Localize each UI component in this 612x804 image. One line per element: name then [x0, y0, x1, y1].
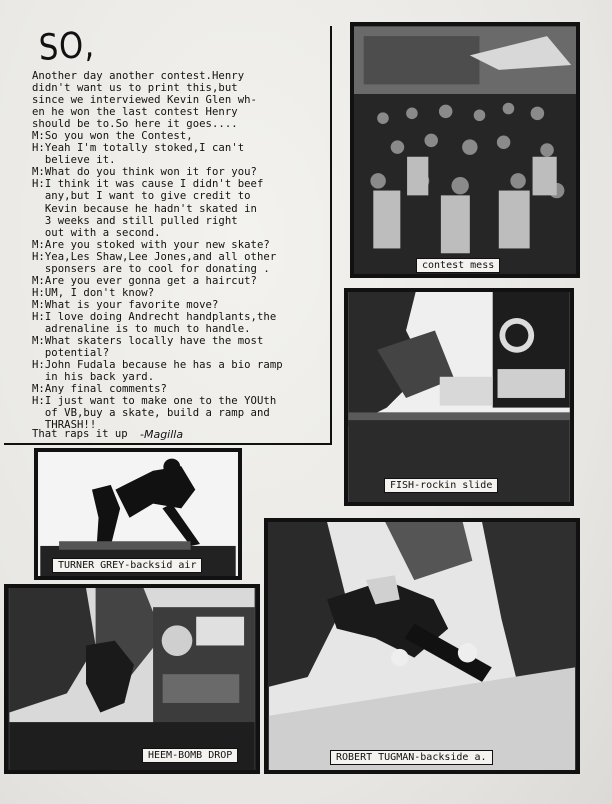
article-line: THRASH!!: [32, 419, 97, 432]
article-line: sponsers are to cool for donating .: [32, 262, 270, 275]
signature-name: -Magilla: [140, 428, 184, 441]
photo-fish-slide: [344, 288, 574, 506]
article-line: out with a second.: [32, 226, 161, 239]
article-line: H:I think it was cause I didn't beef: [32, 178, 264, 191]
article-line: in his back yard.: [32, 371, 155, 384]
article-line: adrenaline is to much to handle.: [32, 322, 251, 335]
photo-contest-crowd: [350, 22, 580, 278]
photo-caption: TURNER GREY-backsid air: [52, 558, 202, 573]
article-line: potential?: [32, 347, 110, 360]
ramp-image: [348, 292, 570, 502]
drop-image: [8, 588, 256, 770]
article-line: didn't want us to print this,but: [32, 82, 238, 95]
article-line: H:I just want to make one to the YOUth: [32, 395, 277, 408]
article-line: should be to.So here it goes....: [32, 118, 238, 131]
article-line: 3 weeks and still pulled right: [32, 214, 238, 227]
photo-heem-bomb-drop: [4, 584, 260, 774]
article-line: M:What is your favorite move?: [32, 298, 219, 311]
photo-caption: ROBERT TUGMAN-backside a.: [330, 750, 493, 765]
article-line: Another day another contest.Henry: [32, 70, 245, 82]
article-line: since we interviewed Kevin Glen wh-: [32, 94, 257, 107]
handwritten-title: SO,: [38, 24, 96, 69]
signature: [32, 428, 184, 441]
article-line: M:Any final comments?: [32, 383, 167, 396]
photo-turner-grey: [34, 448, 242, 580]
photo-caption: contest mess: [416, 258, 500, 273]
article-line: M:So you won the Contest,: [32, 130, 193, 143]
article-line: believe it.: [32, 154, 116, 167]
article-line: en he won the last contest Henry: [32, 106, 238, 119]
article-line: M:Are you ever gonna get a haircut?: [32, 274, 257, 287]
article-line: Kevin because he hadn't skated in: [32, 202, 257, 215]
article-line: H:UM, I don't know?: [32, 286, 155, 299]
article-line: H:I love doing Andrecht handplants,the: [32, 310, 277, 323]
backside-air-image: [268, 522, 576, 770]
horizontal-divider: [4, 443, 332, 445]
article-line: M:What skaters locally have the most: [32, 335, 264, 348]
article-line: of VB,buy a skate, build a ramp and: [32, 407, 270, 420]
article-line: M:Are you stoked with your new skate?: [32, 238, 270, 251]
photo-caption: HEEM-BOMB DROP: [142, 748, 238, 763]
photo-robert-tugman: [264, 518, 580, 774]
article-line: H:John Fudala because he has a bio ramp: [32, 359, 283, 372]
crowd-image: [354, 26, 576, 274]
article-line: any,but I want to give credit to: [32, 190, 251, 203]
photo-caption: FISH-rockin slide: [384, 478, 498, 493]
closing-line: That raps it up: [32, 428, 128, 440]
article-line: H:Yeah I'm totally stoked,I can't: [32, 142, 245, 155]
article-line: M:What do you think won it for you?: [32, 166, 257, 179]
interview-article: [32, 70, 332, 431]
article-line: H:Yea,Les Shaw,Lee Jones,and all other: [32, 250, 277, 263]
